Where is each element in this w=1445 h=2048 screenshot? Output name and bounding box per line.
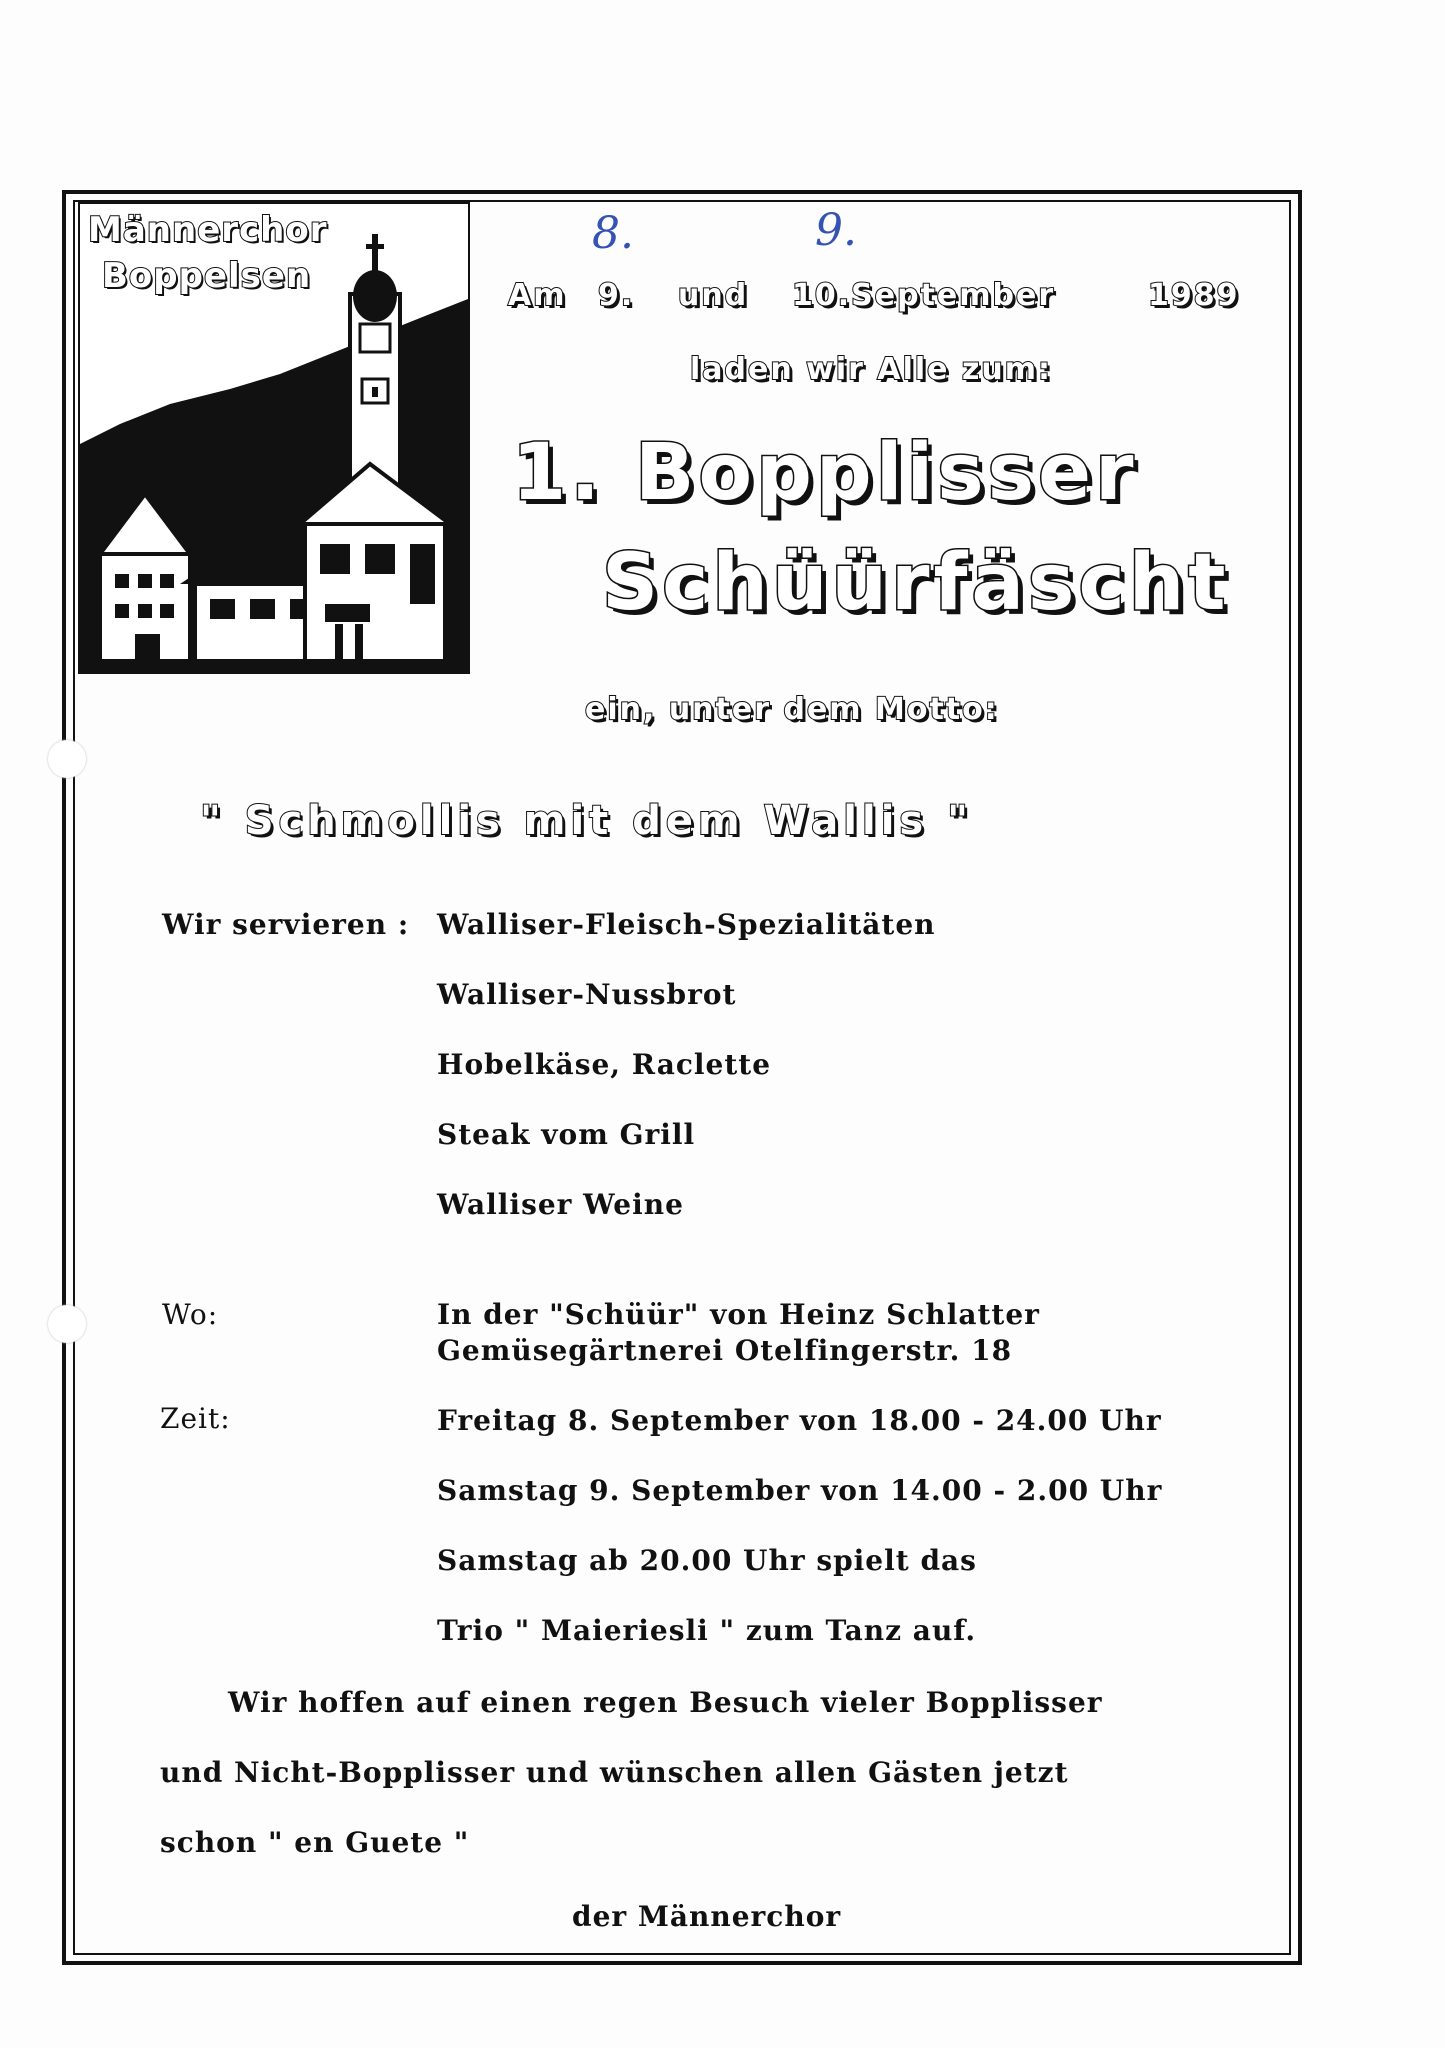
punch-hole-top — [48, 740, 86, 778]
location-line-2: Gemüsegärtnerei Otelfingerstr. 18 — [437, 1334, 1013, 1367]
date-am: Am — [508, 278, 567, 313]
time-line: Trio " Maieriesli " zum Tanz auf. — [437, 1614, 977, 1647]
time-line: Samstag 9. September von 14.00 - 2.00 Uhr — [437, 1474, 1163, 1507]
handwritten-note-9: 9. — [815, 205, 857, 256]
motto: " Schmollis mit dem Wallis " — [200, 798, 973, 844]
menu-item: Walliser-Fleisch-Spezialitäten — [437, 908, 936, 941]
logo-line-1: Männerchor — [88, 210, 328, 250]
punch-hole-bottom — [48, 1305, 86, 1343]
menu-item: Steak vom Grill — [437, 1118, 696, 1151]
date-und: und — [678, 278, 749, 313]
event-title-line-1: 1. Bopplisser — [512, 428, 1138, 518]
closing-line-2: und Nicht-Bopplisser und wünschen allen Gästen jetzt — [160, 1756, 1069, 1789]
handwritten-note-8: 8. — [592, 208, 634, 259]
invite-line: laden wir Alle zum: — [690, 352, 1053, 387]
signature: der Männerchor — [572, 1900, 842, 1933]
motto-intro: ein, unter dem Motto: — [585, 692, 999, 727]
location-line-1: In der "Schüür" von Heinz Schlatter — [437, 1298, 1040, 1331]
date-year: 1989 — [1148, 278, 1240, 313]
choir-logo — [78, 202, 470, 674]
location-label: Wo: — [162, 1298, 219, 1331]
logo-line-2: Boppelsen — [102, 256, 312, 296]
date-day: 9. — [598, 278, 635, 313]
menu-item: Hobelkäse, Raclette — [437, 1048, 772, 1081]
time-label: Zeit: — [160, 1402, 231, 1435]
date-september: 10.September — [792, 278, 1056, 313]
menu-item: Walliser Weine — [437, 1188, 684, 1221]
time-line: Samstag ab 20.00 Uhr spielt das — [437, 1544, 977, 1577]
closing-line-1: Wir hoffen auf einen regen Besuch vieler Bopplisser — [228, 1686, 1103, 1719]
time-line: Freitag 8. September von 18.00 - 24.00 Uhr — [437, 1404, 1162, 1437]
event-title-line-2: Schüürfäscht — [602, 538, 1230, 628]
menu-item: Walliser-Nussbrot — [437, 978, 737, 1011]
menu-label: Wir servieren : — [162, 908, 410, 941]
closing-line-3: schon " en Guete " — [160, 1826, 470, 1859]
